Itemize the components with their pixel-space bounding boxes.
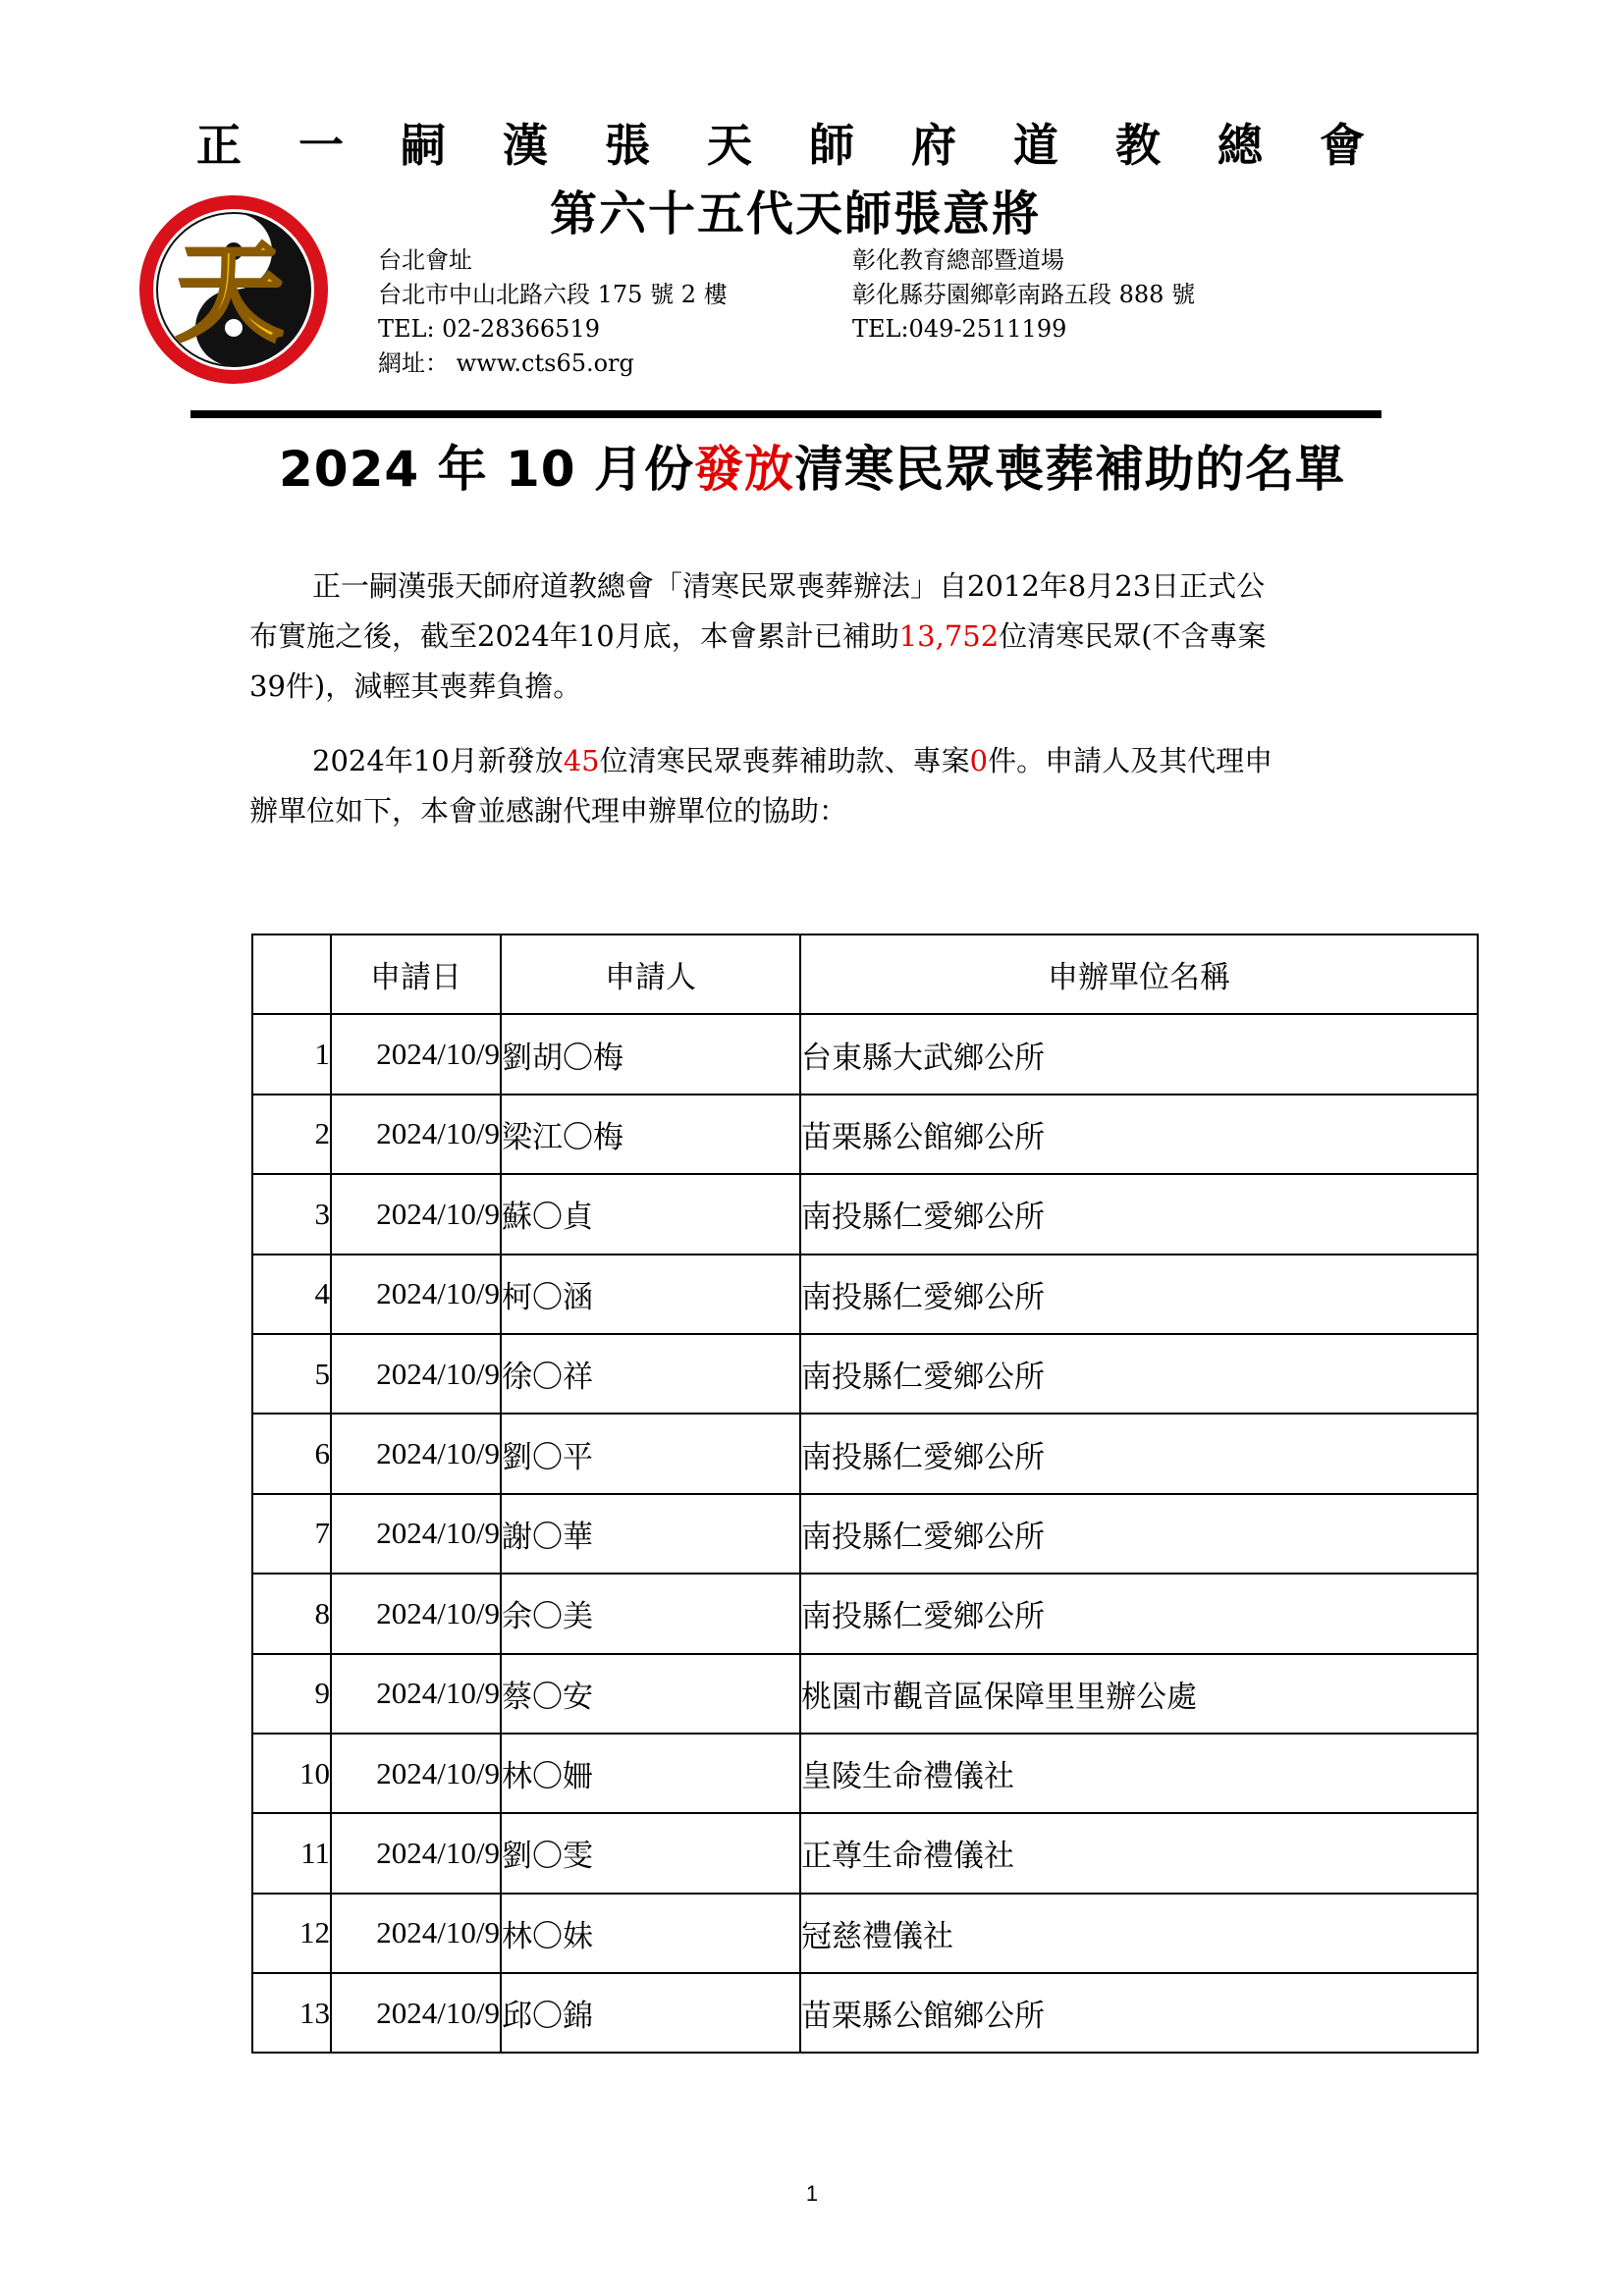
applicant-name: 梁江〇梅 [501,1095,800,1174]
applicant-name: 劉胡〇梅 [501,1014,800,1094]
application-date: 2024/10/9 [331,1414,501,1493]
row-number: 1 [252,1014,331,1094]
application-date: 2024/10/9 [331,1095,501,1174]
monthly-line-2: 辦單位如下，本會並感謝代理申辦單位的協助： [249,794,848,828]
agency-name: 苗栗縣公館鄉公所 [800,1973,1478,2053]
table-row [252,1654,1478,1734]
application-date: 2024/10/9 [331,1494,501,1574]
applicant-name: 林〇姍 [501,1734,800,1813]
changhua-office-address [852,243,1195,347]
organization-logo [135,191,332,388]
applicant-name: 余〇美 [501,1574,800,1653]
row-number: 8 [252,1574,331,1653]
changhua-office-tel: TEL:049-2511199 [852,315,1067,343]
row-number: 6 [252,1414,331,1493]
application-date: 2024/10/9 [331,1734,501,1813]
application-date: 2024/10/9 [331,1894,501,1973]
org-name-char: 府 [911,119,956,172]
org-name-char: 漢 [503,119,548,172]
table-row [252,1334,1478,1414]
application-date: 2024/10/9 [331,1973,501,2053]
table-row [252,1255,1478,1334]
applicant-name: 劉〇平 [501,1414,800,1493]
title-part-3: 清寒民眾喪葬補助的名單 [793,441,1345,498]
org-name-char: 張 [605,119,650,172]
taipei-office-label: 台北會址 [378,246,472,274]
application-date: 2024/10/9 [331,1014,501,1094]
agency-name: 南投縣仁愛鄉公所 [800,1174,1478,1254]
applicant-name: 劉〇雯 [501,1813,800,1893]
document-title [177,432,1447,507]
website-link[interactable]: 網址： www.cts65.org [378,349,634,377]
applicant-name: 謝〇華 [501,1494,800,1574]
application-date: 2024/10/9 [331,1813,501,1893]
header-date: 申請日 [331,934,501,1014]
taipei-office-street: 台北市中山北路六段 175 號 2 樓 [378,281,728,308]
title-part-1: 2024 年 10 月份 [279,441,694,498]
agency-name: 桃園市觀音區保障里里辦公處 [800,1654,1478,1734]
intro-paragraph [249,561,1388,712]
row-number: 13 [252,1973,331,2053]
agency-name: 冠慈禮儀社 [800,1894,1478,1973]
applicant-name: 邱〇錦 [501,1973,800,2053]
agency-name: 台東縣大武鄉公所 [800,1014,1478,1094]
table-row [252,1734,1478,1813]
agency-name: 南投縣仁愛鄉公所 [800,1414,1478,1493]
header-index [252,934,331,1014]
monthly-line-1b: 位清寒民眾喪葬補助款、專案 [599,744,970,777]
org-name-char: 正 [196,119,242,172]
agency-name: 皇陵生命禮儀社 [800,1734,1478,1813]
applicant-name: 蔡〇安 [501,1654,800,1734]
org-name-char: 師 [809,119,854,172]
table-row [252,1813,1478,1893]
header-unit: 申辦單位名稱 [800,934,1478,1014]
organization-name [196,106,1365,185]
application-date: 2024/10/9 [331,1574,501,1653]
agency-name: 正尊生命禮儀社 [800,1813,1478,1893]
row-number: 12 [252,1894,331,1973]
header-divider [190,410,1381,418]
changhua-office-label: 彰化教育總部暨道場 [852,246,1064,274]
intro-line-3: 39件)，減輕其喪葬負擔。 [249,669,582,703]
row-number: 4 [252,1255,331,1334]
applicant-name: 蘇〇貞 [501,1174,800,1254]
org-name-char: 道 [1013,119,1058,172]
agency-name: 南投縣仁愛鄉公所 [800,1334,1478,1414]
table-row [252,1014,1478,1094]
monthly-paragraph [249,736,1388,836]
table-row [252,1973,1478,2053]
org-name-char: 嗣 [401,119,446,172]
row-number: 11 [252,1813,331,1893]
intro-line-2a: 布實施之後，截至2024年10月底，本會累計已補助 [249,619,899,653]
row-number: 5 [252,1334,331,1414]
monthly-count: 45 [563,744,600,777]
agency-name: 南投縣仁愛鄉公所 [800,1574,1478,1653]
taipei-office-address [378,243,728,381]
org-name-char: 會 [1320,119,1365,172]
application-date: 2024/10/9 [331,1255,501,1334]
applicant-name: 林〇妹 [501,1894,800,1973]
monthly-line-1c: 件。申請人及其代理申 [988,744,1273,777]
celestial-master-name: 第六十五代天師張意將 [550,187,1042,241]
table-row [252,1174,1478,1254]
intro-line-2b: 位清寒民眾(不含專案 [999,619,1267,653]
header-applicant: 申請人 [501,934,800,1014]
total-count: 13,752 [898,619,1000,653]
row-number: 2 [252,1095,331,1174]
org-name-char: 總 [1218,119,1263,172]
row-number: 7 [252,1494,331,1574]
agency-name: 南投縣仁愛鄉公所 [800,1494,1478,1574]
row-number: 3 [252,1174,331,1254]
row-number: 9 [252,1654,331,1734]
table-row [252,1494,1478,1574]
special-case-count: 0 [969,744,989,777]
application-date: 2024/10/9 [331,1174,501,1254]
org-name-char: 天 [707,119,752,172]
logo-character: 天 [176,230,284,356]
applicant-name: 徐〇祥 [501,1334,800,1414]
changhua-office-street: 彰化縣芬園鄉彰南路五段 888 號 [852,281,1196,308]
agency-name: 苗栗縣公館鄉公所 [800,1095,1478,1174]
org-name-char: 一 [298,119,344,172]
monthly-line-1a: 2024年10月新發放 [312,744,564,777]
title-part-red: 發放 [693,441,794,498]
intro-line-1: 正一嗣漢張天師府道教總會「清寒民眾喪葬辦法」自2012年8月23日正式公 [312,569,1266,603]
org-name-char: 教 [1115,119,1161,172]
page-number: 1 [805,2181,819,2206]
application-date: 2024/10/9 [331,1334,501,1414]
monthly-line-1 [249,736,1388,786]
table-row [252,1414,1478,1493]
applicant-name: 柯〇涵 [501,1255,800,1334]
table-header-row [252,934,1478,1014]
application-date: 2024/10/9 [331,1654,501,1734]
taipei-office-tel: TEL: 02-28366519 [378,315,600,343]
table-row [252,1095,1478,1174]
intro-line-2 [249,612,1388,662]
row-number: 10 [252,1734,331,1813]
table-row [252,1574,1478,1653]
table-row [252,1894,1478,1973]
agency-name: 南投縣仁愛鄉公所 [800,1255,1478,1334]
recipients-table [251,934,1479,2054]
